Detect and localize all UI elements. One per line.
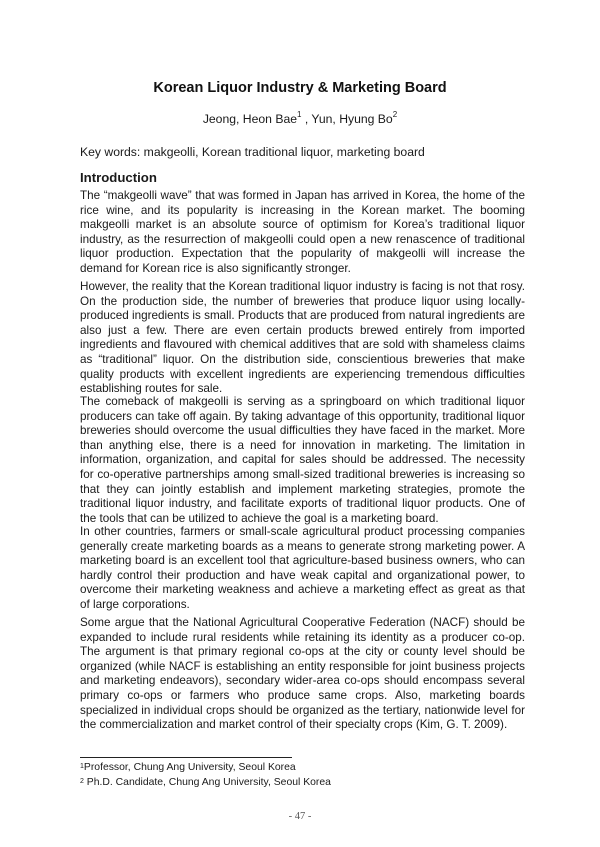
body-paragraph-5: Some argue that the National Agricultural Cooperative Federation (NACF) should be expanded to include rural residents while retaining its identity as a producer co-op. The argument is that primary regional co-ops at the city or county level should be organized (while NACF is establishing an entity responsible for joint business projects and marketing endeavors), secondary wider-area co-ops should encompass several primary co-ops or farmers who produce same crops. Also, marketing boards specialized in individual crops should be organized as the tertiary, nationwide level for the commercialization and market control of their specialty crops (Kim, G. T. 2009).	[80, 616, 525, 732]
paper-title: Korean Liquor Industry & Marketing Board	[153, 80, 447, 96]
author-separator: ,	[301, 112, 312, 126]
footnote-2-text: Ph.D. Candidate, Chung Ang University, Seoul Korea	[83, 777, 331, 788]
author-line	[0, 112, 600, 126]
section-heading: Introduction	[80, 170, 157, 185]
author-1-affiliation-mark: 1	[297, 110, 302, 119]
body-paragraph-2: However, the reality that the Korean traditional liquor industry is facing is not that rosy. On the production side, the number of breweries that produce liquor using locally-produced ingredients is small. Products that are produced from natural ingredients are also just a few. There are even certain products brewed entirely from imported ingredients and flavoured with chemical additives that are sold with shameless claims as “traditional” liquor. On the distribution side, conscientious breweries that make quality products with excellent ingredients are experiencing tremendous difficulties establishing routes for sale.	[80, 280, 526, 396]
footnote-2	[80, 777, 331, 789]
keywords-line: Key words: makgeolli, Korean traditional liquor, marketing board	[80, 145, 425, 159]
footnote-1-mark: 1	[80, 763, 84, 770]
body-paragraph-3: The comeback of makgeolli is serving as a springboard on which traditional liquor producers can take off again. By taking advantage of this opportunity, traditional liquor breweries should overcome the usual difficulties they have faced in the market. More than anything else, there is a need for innovation in marketing. The limitation in information, organization, and capital for sales should be addressed. The necessity for co-operative partnerships among small-sized traditional breweries is increasing so that they can jointly establish and implement marketing strategies, promote the traditional liquor industry, and facilitate exports of traditional liquor products. One of the tools that can be utilized to achieve the goal is a marketing board.	[80, 395, 525, 525]
footnote-divider	[80, 757, 292, 758]
body-paragraph-1: The “makgeolli wave” that was formed in Japan has arrived in Korea, the home of the rice wine, and its popularity is increasing in the Korean market. The booming makgeolli market is an absolute source of optimism for Korea’s traditional liquor industry, as the resurrection of makgeolli could open a new renascence of traditional liquor production. Expectation that the popularity of makgeolli will increase the demand for Korean rice is also significantly stronger.	[80, 189, 525, 275]
author-2-name: Yun, Hyung Bo	[311, 112, 393, 126]
footnote-1-text: Professor, Chung Ang University, Seoul Korea	[83, 762, 296, 773]
author-1-name: Jeong, Heon Bae	[202, 112, 297, 126]
author-2-affiliation-mark: 2	[392, 110, 398, 119]
footnote-2-mark: 2	[80, 778, 84, 785]
footnote-1	[80, 762, 296, 774]
page-number: - 47 -	[288, 811, 312, 822]
body-paragraph-4: In other countries, farmers or small-scale agricultural product processing companies generally create marketing boards as a means to generate strong marketing power. A marketing board is an excellent tool that agriculture-based business owners, who can hardly control their production and have weak capital and organizational power, to overcome their marketing weakness and achieve a marketing effect as great as that of large corporations.	[80, 525, 525, 611]
